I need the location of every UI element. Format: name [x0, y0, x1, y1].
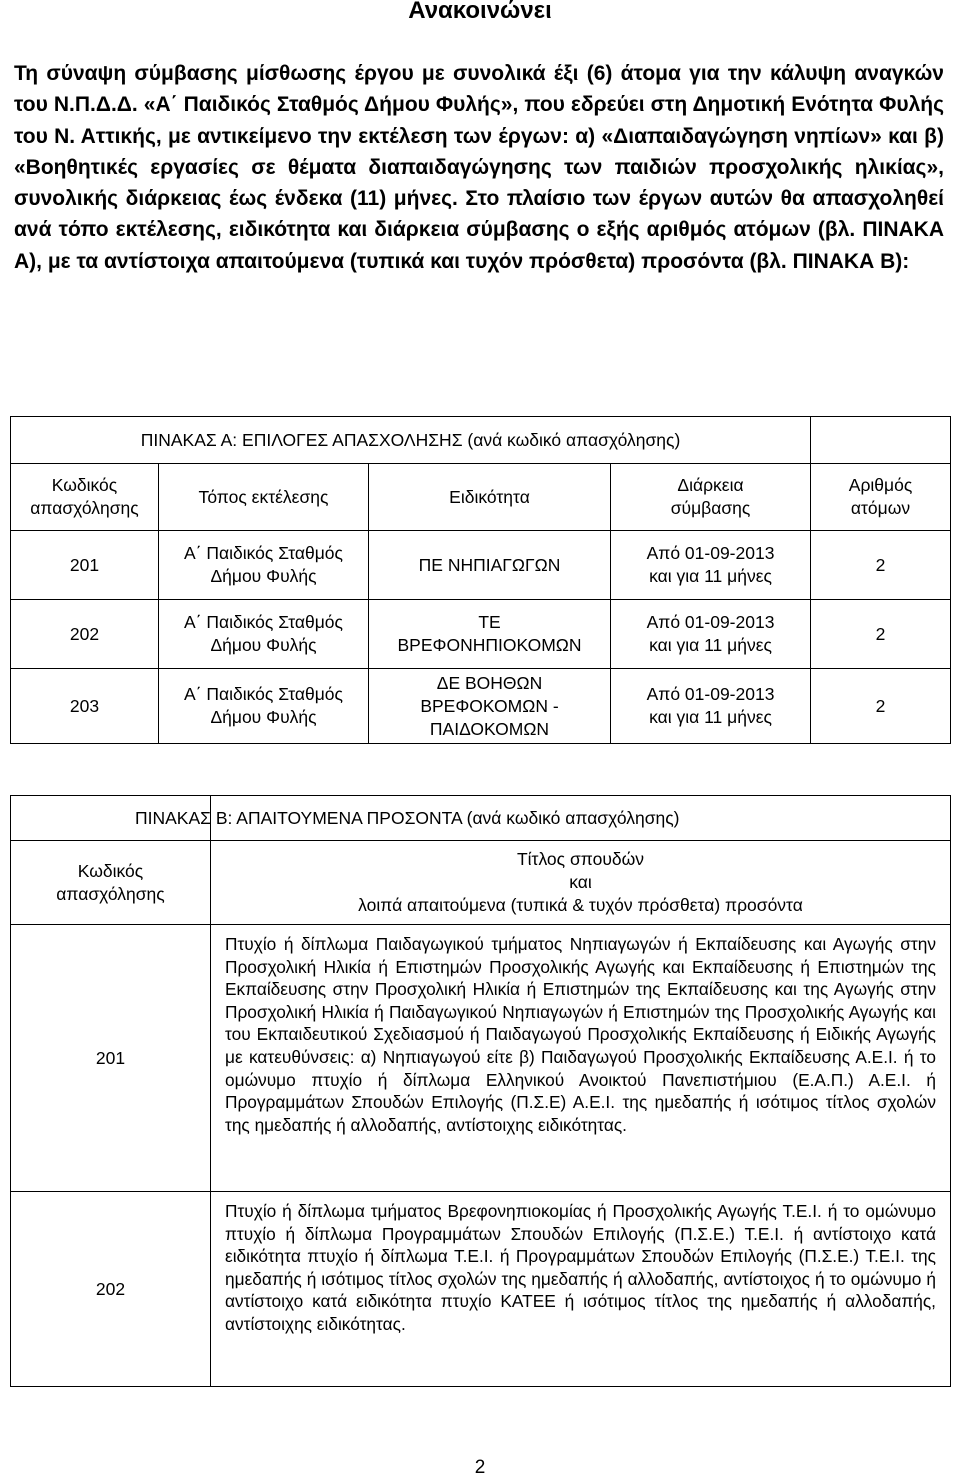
- table-row: [11, 925, 951, 1192]
- header-place: Τόπος εκτέλεσης: [159, 464, 369, 531]
- row-specialty: ΔΕ ΒΟΗΘΩΝ ΒΡΕΦΟΚΟΜΩΝ - ΠΑΙΔΟΚΟΜΩΝ: [369, 669, 611, 744]
- row-count: 2: [811, 669, 951, 744]
- row-count: 2: [811, 600, 951, 669]
- row-place: Α΄ Παιδικός Σταθμός Δήμου Φυλής: [159, 531, 369, 600]
- row-code: 202: [11, 1192, 211, 1387]
- row-code: 201: [11, 531, 159, 600]
- row-specialty: ΤΕ ΒΡΕΦΟΝΗΠΙΟΚΟΜΩΝ: [369, 600, 611, 669]
- header-code: Κωδικός απασχόλησης: [11, 464, 159, 531]
- header-code: Κωδικός απασχόλησης: [11, 841, 211, 925]
- table-a-caption-spacer: [811, 417, 951, 464]
- table-b: [10, 795, 951, 1387]
- table-row: [11, 600, 951, 669]
- table-a-caption-row: [11, 417, 951, 464]
- intro-paragraph: [14, 58, 944, 277]
- row-specialty: ΠΕ ΝΗΠΙΑΓΩΓΩΝ: [369, 531, 611, 600]
- table-b-caption: ΠΙΝΑΚΑΣ Β: ΑΠΑΙΤΟΥΜΕΝΑ ΠΡΟΣΟΝΤΑ (ανά κωδικό απασχόλησης): [211, 796, 951, 841]
- row-requirements: Πτυχίο ή δίπλωμα Παιδαγωγικού τμήματος Νηπιαγωγών ή Εκπαίδευσης και Αγωγής στην Προσχολική Ηλικία ή Επιστημών Προσχολικής Αγωγής και Εκπαίδευσης ή Επιστημών της Εκπαίδευσης στην Προσχολική Ηλικία ή Επιστημών της Εκπαίδευσης και της Αγωγής στην Προσχολική Ηλικία ή Παιδαγωγικού Νηπιαγωγών ή Επιστημών της Προσχολικής Αγωγής και του Εκπαιδευτικού Σχεδιασμού ή Παιδαγωγού Προσχολικής Εκπαίδευσης ή Ειδικής Αγωγής με κατευθύνσεις: α) Νηπιαγωγού είτε β) Παιδαγωγού Προσχολικής Εκπαίδευσης Α.Ε.Ι. ή το ομώνυμο πτυχίο ή δίπλωμα Ελληνικού Ανοικτού Πανεπιστήμιου (Ε.Α.Π.) Α.Ε.Ι. ή Προγραμμάτων Σπουδών Επιλογής (Π.Σ.Ε) Α.Ε.Ι. της ημεδαπής ή ισότιμος τίτλος σχολών της ημεδαπής ή αλλοδαπής, αντίστοιχης ειδικότητας.: [211, 925, 951, 1192]
- row-requirements: Πτυχίο ή δίπλωμα τμήματος Βρεφονηπιοκομίας ή Προσχολικής Αγωγής Τ.Ε.Ι. ή το ομώνυμο πτυχίο ή δίπλωμα Προγραμμάτων Σπουδών Επιλογής (Π.Σ.Ε.) Τ.Ε.Ι. ή αντίστοιχο κατά ειδικότητα πτυχίο ή δίπλωμα Τ.Ε.Ι. ή Προγραμμάτων Σπουδών Επιλογής (Π.Σ.Ε.) Τ.Ε.Ι. της ημεδαπής ή ισότιμος τίτλος σχολών της ημεδαπής ή αλλοδαπής, αντίστοιχος ή το ομώνυμο ή αντίστοιχο κατά ειδικότητα πτυχίο ΚΑΤΕΕ ή ισότιμος τίτλος της ημεδαπής ή αλλοδαπής, αντίστοιχης ειδικότητας.: [211, 1192, 951, 1387]
- table-row: [11, 1192, 951, 1387]
- header-specialty: Ειδικότητα: [369, 464, 611, 531]
- table-row: [11, 531, 951, 600]
- header-duration: Διάρκεια σύμβασης: [611, 464, 811, 531]
- row-code: 201: [11, 925, 211, 1192]
- table-b-caption-row: [11, 796, 951, 841]
- table-a-header-row: [11, 464, 951, 531]
- intro-emphasis-text: Στο πλαίσιο των έργων αυτών θα απασχοληθεί ανά τόπο εκτέλεσης, ειδικότητα και διάρκεια σύμβασης ο εξής αριθμός ατόμων (βλ. ΠΙΝΑΚΑ Α), με τα αντίστοιχα απαιτούμενα (τυπικά και τυχόν πρόσθετα) προσόντα (βλ. ΠΙΝΑΚΑ Β):: [14, 187, 944, 273]
- row-code: 202: [11, 600, 159, 669]
- table-row: [11, 669, 951, 744]
- row-duration: Από 01-09-2013 και για 11 μήνες: [611, 600, 811, 669]
- page-number: 2: [474, 1457, 486, 1478]
- row-count: 2: [811, 531, 951, 600]
- header-count: Αριθμός ατόμων: [811, 464, 951, 531]
- row-place: Α΄ Παιδικός Σταθμός Δήμου Φυλής: [159, 600, 369, 669]
- row-duration: Από 01-09-2013 και για 11 μήνες: [611, 669, 811, 744]
- page-heading: Ανακοινώνει: [408, 0, 552, 24]
- table-a: [10, 416, 951, 744]
- row-duration: Από 01-09-2013 και για 11 μήνες: [611, 531, 811, 600]
- row-code: 203: [11, 669, 159, 744]
- intro-text: Τη σύναψη σύμβασης μίσθωσης έργου με συνολικά έξι (6) άτομα για την κάλυψη αναγκών του Ν.Π.Δ.Δ. «Α΄ Παιδικός Σταθμός Δήμου Φυλής», που εδρεύει στη Δημοτική Ενότητα Φυλής του Ν. Αττικής, με αντικείμενο την εκτέλεση των έργων: α) «Διαπαιδαγώγηση νηπίων» και β) «Βοηθητικές εργασίες σε θέματα διαπαιδαγώγησης των παιδιών προσχολικής ηλικίας», συνολικής διάρκειας έως ένδεκα (11) μήνες.: [14, 62, 944, 211]
- table-a-caption: ΠΙΝΑΚΑΣ Α: ΕΠΙΛΟΓΕΣ ΑΠΑΣΧΟΛΗΣΗΣ (ανά κωδικό απασχόλησης): [11, 417, 811, 464]
- table-b-header-row: [11, 841, 951, 925]
- row-place: Α΄ Παιδικός Σταθμός Δήμου Φυλής: [159, 669, 369, 744]
- header-requirements-title: Τίτλος σπουδών και λοιπά απαιτούμενα (τυπικά & τυχόν πρόσθετα) προσόντα: [211, 841, 951, 925]
